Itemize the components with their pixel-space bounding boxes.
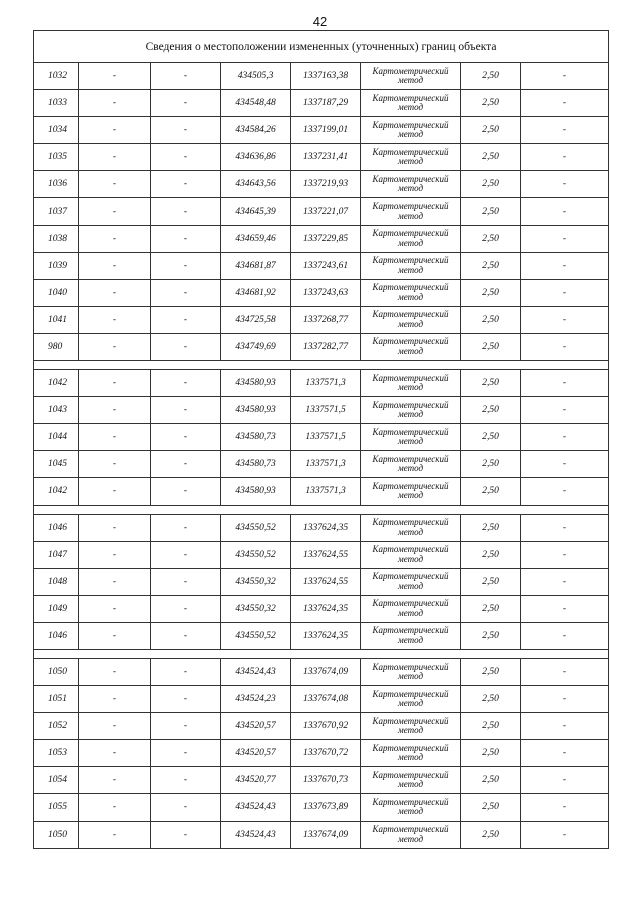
empty-dash-cell: - xyxy=(151,424,221,451)
precision-cell: 2,50 xyxy=(461,478,521,505)
y-coordinate-cell: 1337571,3 xyxy=(291,370,361,397)
empty-dash-cell: - xyxy=(521,658,609,685)
empty-dash-cell: - xyxy=(521,821,609,848)
empty-dash-cell: - xyxy=(521,171,609,198)
x-coordinate-cell: 434681,92 xyxy=(221,279,291,306)
empty-dash-cell: - xyxy=(79,397,151,424)
empty-dash-cell: - xyxy=(79,478,151,505)
y-coordinate-cell: 1337670,92 xyxy=(291,713,361,740)
empty-dash-cell: - xyxy=(151,595,221,622)
empty-dash-cell: - xyxy=(521,514,609,541)
empty-dash-cell: - xyxy=(79,686,151,713)
empty-dash-cell: - xyxy=(151,333,221,360)
empty-dash-cell: - xyxy=(79,117,151,144)
empty-dash-cell: - xyxy=(79,713,151,740)
empty-dash-cell: - xyxy=(151,198,221,225)
method-cell: Картометрический метод xyxy=(361,740,461,767)
method-cell: Картометрический метод xyxy=(361,541,461,568)
page-number: 42 xyxy=(312,14,328,29)
empty-dash-cell: - xyxy=(79,622,151,649)
x-coordinate-cell: 434520,77 xyxy=(221,767,291,794)
point-number-cell: 1046 xyxy=(34,622,79,649)
empty-dash-cell: - xyxy=(79,63,151,90)
method-cell: Картометрический метод xyxy=(361,171,461,198)
precision-cell: 2,50 xyxy=(461,397,521,424)
method-cell: Картометрический метод xyxy=(361,658,461,685)
y-coordinate-cell: 1337571,3 xyxy=(291,478,361,505)
precision-cell: 2,50 xyxy=(461,225,521,252)
precision-cell: 2,50 xyxy=(461,333,521,360)
empty-dash-cell: - xyxy=(521,63,609,90)
empty-dash-cell: - xyxy=(151,397,221,424)
precision-cell: 2,50 xyxy=(461,279,521,306)
empty-dash-cell: - xyxy=(151,541,221,568)
table-row xyxy=(34,225,609,252)
method-cell: Картометрический метод xyxy=(361,279,461,306)
empty-dash-cell: - xyxy=(521,740,609,767)
point-number-cell: 1050 xyxy=(34,821,79,848)
empty-dash-cell: - xyxy=(151,478,221,505)
method-cell: Картометрический метод xyxy=(361,424,461,451)
empty-dash-cell: - xyxy=(521,451,609,478)
empty-dash-cell: - xyxy=(79,306,151,333)
empty-dash-cell: - xyxy=(79,658,151,685)
point-number-cell: 1047 xyxy=(34,541,79,568)
method-cell: Картометрический метод xyxy=(361,225,461,252)
empty-dash-cell: - xyxy=(79,514,151,541)
empty-dash-cell: - xyxy=(79,424,151,451)
table-title: Сведения о местоположении измененных (уточненных) границ объекта xyxy=(34,31,609,63)
x-coordinate-cell: 434524,23 xyxy=(221,686,291,713)
method-cell: Картометрический метод xyxy=(361,63,461,90)
x-coordinate-cell: 434643,56 xyxy=(221,171,291,198)
method-cell: Картометрический метод xyxy=(361,306,461,333)
method-cell: Картометрический метод xyxy=(361,568,461,595)
table-row xyxy=(34,658,609,685)
empty-dash-cell: - xyxy=(521,370,609,397)
precision-cell: 2,50 xyxy=(461,198,521,225)
table-row xyxy=(34,333,609,360)
point-number-cell: 1049 xyxy=(34,595,79,622)
point-number-cell: 1042 xyxy=(34,478,79,505)
method-cell: Картометрический метод xyxy=(361,478,461,505)
table-row xyxy=(34,171,609,198)
x-coordinate-cell: 434548,48 xyxy=(221,90,291,117)
table-row xyxy=(34,451,609,478)
empty-dash-cell: - xyxy=(151,117,221,144)
empty-dash-cell: - xyxy=(521,333,609,360)
empty-dash-cell: - xyxy=(521,424,609,451)
y-coordinate-cell: 1337231,41 xyxy=(291,144,361,171)
point-number-cell: 1053 xyxy=(34,740,79,767)
point-number-cell: 1038 xyxy=(34,225,79,252)
empty-dash-cell: - xyxy=(521,198,609,225)
y-coordinate-cell: 1337624,35 xyxy=(291,514,361,541)
x-coordinate-cell: 434645,39 xyxy=(221,198,291,225)
y-coordinate-cell: 1337243,61 xyxy=(291,252,361,279)
table-row xyxy=(34,306,609,333)
group-separator xyxy=(34,505,609,514)
empty-dash-cell: - xyxy=(151,622,221,649)
table-row xyxy=(34,541,609,568)
y-coordinate-cell: 1337221,07 xyxy=(291,198,361,225)
precision-cell: 2,50 xyxy=(461,424,521,451)
empty-dash-cell: - xyxy=(151,63,221,90)
y-coordinate-cell: 1337670,73 xyxy=(291,767,361,794)
precision-cell: 2,50 xyxy=(461,171,521,198)
y-coordinate-cell: 1337624,55 xyxy=(291,541,361,568)
y-coordinate-cell: 1337187,29 xyxy=(291,90,361,117)
group-separator-cell xyxy=(34,361,609,370)
precision-cell: 2,50 xyxy=(461,514,521,541)
x-coordinate-cell: 434550,32 xyxy=(221,568,291,595)
empty-dash-cell: - xyxy=(79,198,151,225)
empty-dash-cell: - xyxy=(79,252,151,279)
empty-dash-cell: - xyxy=(521,478,609,505)
table-row xyxy=(34,63,609,90)
empty-dash-cell: - xyxy=(521,622,609,649)
table-row xyxy=(34,568,609,595)
table-row xyxy=(34,198,609,225)
method-cell: Картометрический метод xyxy=(361,622,461,649)
empty-dash-cell: - xyxy=(151,144,221,171)
method-cell: Картометрический метод xyxy=(361,686,461,713)
y-coordinate-cell: 1337624,55 xyxy=(291,568,361,595)
table-row xyxy=(34,370,609,397)
x-coordinate-cell: 434659,46 xyxy=(221,225,291,252)
empty-dash-cell: - xyxy=(79,225,151,252)
precision-cell: 2,50 xyxy=(461,252,521,279)
table-row xyxy=(34,117,609,144)
empty-dash-cell: - xyxy=(151,686,221,713)
empty-dash-cell: - xyxy=(521,279,609,306)
method-cell: Картометрический метод xyxy=(361,451,461,478)
empty-dash-cell: - xyxy=(521,144,609,171)
method-cell: Картометрический метод xyxy=(361,794,461,821)
x-coordinate-cell: 434749,69 xyxy=(221,333,291,360)
precision-cell: 2,50 xyxy=(461,713,521,740)
x-coordinate-cell: 434550,52 xyxy=(221,514,291,541)
table-row xyxy=(34,622,609,649)
method-cell: Картометрический метод xyxy=(361,333,461,360)
empty-dash-cell: - xyxy=(151,451,221,478)
x-coordinate-cell: 434550,52 xyxy=(221,622,291,649)
y-coordinate-cell: 1337282,77 xyxy=(291,333,361,360)
table-row xyxy=(34,252,609,279)
empty-dash-cell: - xyxy=(151,821,221,848)
method-cell: Картометрический метод xyxy=(361,821,461,848)
precision-cell: 2,50 xyxy=(461,658,521,685)
empty-dash-cell: - xyxy=(79,171,151,198)
empty-dash-cell: - xyxy=(521,252,609,279)
precision-cell: 2,50 xyxy=(461,686,521,713)
table-row xyxy=(34,686,609,713)
empty-dash-cell: - xyxy=(521,595,609,622)
y-coordinate-cell: 1337571,3 xyxy=(291,451,361,478)
method-cell: Картометрический метод xyxy=(361,252,461,279)
table-row xyxy=(34,713,609,740)
table-row xyxy=(34,595,609,622)
group-separator-cell xyxy=(34,505,609,514)
precision-cell: 2,50 xyxy=(461,821,521,848)
table-row xyxy=(34,279,609,306)
x-coordinate-cell: 434584,26 xyxy=(221,117,291,144)
empty-dash-cell: - xyxy=(521,794,609,821)
method-cell: Картометрический метод xyxy=(361,198,461,225)
empty-dash-cell: - xyxy=(151,279,221,306)
point-number-cell: 1040 xyxy=(34,279,79,306)
precision-cell: 2,50 xyxy=(461,541,521,568)
x-coordinate-cell: 434580,93 xyxy=(221,370,291,397)
y-coordinate-cell: 1337624,35 xyxy=(291,622,361,649)
point-number-cell: 1055 xyxy=(34,794,79,821)
method-cell: Картометрический метод xyxy=(361,117,461,144)
empty-dash-cell: - xyxy=(151,514,221,541)
empty-dash-cell: - xyxy=(79,794,151,821)
empty-dash-cell: - xyxy=(151,90,221,117)
precision-cell: 2,50 xyxy=(461,144,521,171)
x-coordinate-cell: 434580,73 xyxy=(221,424,291,451)
method-cell: Картометрический метод xyxy=(361,90,461,117)
empty-dash-cell: - xyxy=(521,713,609,740)
table-row xyxy=(34,397,609,424)
y-coordinate-cell: 1337674,09 xyxy=(291,658,361,685)
method-cell: Картометрический метод xyxy=(361,370,461,397)
empty-dash-cell: - xyxy=(151,658,221,685)
method-cell: Картометрический метод xyxy=(361,144,461,171)
method-cell: Картометрический метод xyxy=(361,514,461,541)
method-cell: Картометрический метод xyxy=(361,397,461,424)
precision-cell: 2,50 xyxy=(461,568,521,595)
point-number-cell: 1032 xyxy=(34,63,79,90)
x-coordinate-cell: 434636,86 xyxy=(221,144,291,171)
precision-cell: 2,50 xyxy=(461,306,521,333)
empty-dash-cell: - xyxy=(521,568,609,595)
table-title-row xyxy=(34,31,609,63)
point-number-cell: 1043 xyxy=(34,397,79,424)
empty-dash-cell: - xyxy=(79,595,151,622)
empty-dash-cell: - xyxy=(521,306,609,333)
empty-dash-cell: - xyxy=(79,370,151,397)
empty-dash-cell: - xyxy=(151,794,221,821)
x-coordinate-cell: 434580,93 xyxy=(221,478,291,505)
empty-dash-cell: - xyxy=(151,568,221,595)
empty-dash-cell: - xyxy=(151,252,221,279)
point-number-cell: 1036 xyxy=(34,171,79,198)
table-row xyxy=(34,424,609,451)
empty-dash-cell: - xyxy=(151,225,221,252)
point-number-cell: 980 xyxy=(34,333,79,360)
precision-cell: 2,50 xyxy=(461,370,521,397)
empty-dash-cell: - xyxy=(521,541,609,568)
table-row xyxy=(34,514,609,541)
empty-dash-cell: - xyxy=(151,740,221,767)
empty-dash-cell: - xyxy=(521,117,609,144)
x-coordinate-cell: 434524,43 xyxy=(221,794,291,821)
empty-dash-cell: - xyxy=(79,279,151,306)
point-number-cell: 1050 xyxy=(34,658,79,685)
point-number-cell: 1054 xyxy=(34,767,79,794)
precision-cell: 2,50 xyxy=(461,595,521,622)
empty-dash-cell: - xyxy=(521,90,609,117)
precision-cell: 2,50 xyxy=(461,90,521,117)
point-number-cell: 1046 xyxy=(34,514,79,541)
empty-dash-cell: - xyxy=(151,171,221,198)
group-separator-cell xyxy=(34,649,609,658)
boundary-coordinates-table xyxy=(33,30,609,849)
precision-cell: 2,50 xyxy=(461,767,521,794)
y-coordinate-cell: 1337163,38 xyxy=(291,63,361,90)
table-row xyxy=(34,90,609,117)
y-coordinate-cell: 1337571,5 xyxy=(291,397,361,424)
x-coordinate-cell: 434524,43 xyxy=(221,821,291,848)
x-coordinate-cell: 434681,87 xyxy=(221,252,291,279)
precision-cell: 2,50 xyxy=(461,63,521,90)
empty-dash-cell: - xyxy=(521,686,609,713)
precision-cell: 2,50 xyxy=(461,794,521,821)
empty-dash-cell: - xyxy=(521,397,609,424)
empty-dash-cell: - xyxy=(79,90,151,117)
empty-dash-cell: - xyxy=(79,333,151,360)
empty-dash-cell: - xyxy=(521,225,609,252)
empty-dash-cell: - xyxy=(151,306,221,333)
empty-dash-cell: - xyxy=(79,568,151,595)
point-number-cell: 1048 xyxy=(34,568,79,595)
y-coordinate-cell: 1337229,85 xyxy=(291,225,361,252)
point-number-cell: 1035 xyxy=(34,144,79,171)
y-coordinate-cell: 1337243,63 xyxy=(291,279,361,306)
y-coordinate-cell: 1337571,5 xyxy=(291,424,361,451)
empty-dash-cell: - xyxy=(79,541,151,568)
y-coordinate-cell: 1337199,01 xyxy=(291,117,361,144)
point-number-cell: 1033 xyxy=(34,90,79,117)
point-number-cell: 1051 xyxy=(34,686,79,713)
x-coordinate-cell: 434580,93 xyxy=(221,397,291,424)
empty-dash-cell: - xyxy=(521,767,609,794)
x-coordinate-cell: 434520,57 xyxy=(221,740,291,767)
method-cell: Картометрический метод xyxy=(361,595,461,622)
method-cell: Картометрический метод xyxy=(361,767,461,794)
x-coordinate-cell: 434520,57 xyxy=(221,713,291,740)
x-coordinate-cell: 434580,73 xyxy=(221,451,291,478)
y-coordinate-cell: 1337219,93 xyxy=(291,171,361,198)
point-number-cell: 1045 xyxy=(34,451,79,478)
point-number-cell: 1037 xyxy=(34,198,79,225)
x-coordinate-cell: 434725,58 xyxy=(221,306,291,333)
empty-dash-cell: - xyxy=(151,370,221,397)
empty-dash-cell: - xyxy=(79,740,151,767)
empty-dash-cell: - xyxy=(151,713,221,740)
precision-cell: 2,50 xyxy=(461,740,521,767)
y-coordinate-cell: 1337268,77 xyxy=(291,306,361,333)
empty-dash-cell: - xyxy=(79,821,151,848)
precision-cell: 2,50 xyxy=(461,622,521,649)
table-row xyxy=(34,767,609,794)
method-cell: Картометрический метод xyxy=(361,713,461,740)
table-row xyxy=(34,794,609,821)
x-coordinate-cell: 434505,3 xyxy=(221,63,291,90)
x-coordinate-cell: 434550,52 xyxy=(221,541,291,568)
point-number-cell: 1044 xyxy=(34,424,79,451)
precision-cell: 2,50 xyxy=(461,117,521,144)
empty-dash-cell: - xyxy=(151,767,221,794)
point-number-cell: 1034 xyxy=(34,117,79,144)
y-coordinate-cell: 1337670,72 xyxy=(291,740,361,767)
table-row xyxy=(34,144,609,171)
point-number-cell: 1039 xyxy=(34,252,79,279)
point-number-cell: 1042 xyxy=(34,370,79,397)
table-row xyxy=(34,740,609,767)
precision-cell: 2,50 xyxy=(461,451,521,478)
table-row xyxy=(34,478,609,505)
point-number-cell: 1052 xyxy=(34,713,79,740)
y-coordinate-cell: 1337674,08 xyxy=(291,686,361,713)
group-separator xyxy=(34,649,609,658)
group-separator xyxy=(34,361,609,370)
empty-dash-cell: - xyxy=(79,451,151,478)
table-row xyxy=(34,821,609,848)
y-coordinate-cell: 1337624,35 xyxy=(291,595,361,622)
y-coordinate-cell: 1337673,89 xyxy=(291,794,361,821)
x-coordinate-cell: 434524,43 xyxy=(221,658,291,685)
empty-dash-cell: - xyxy=(79,767,151,794)
x-coordinate-cell: 434550,32 xyxy=(221,595,291,622)
y-coordinate-cell: 1337674,09 xyxy=(291,821,361,848)
point-number-cell: 1041 xyxy=(34,306,79,333)
empty-dash-cell: - xyxy=(79,144,151,171)
